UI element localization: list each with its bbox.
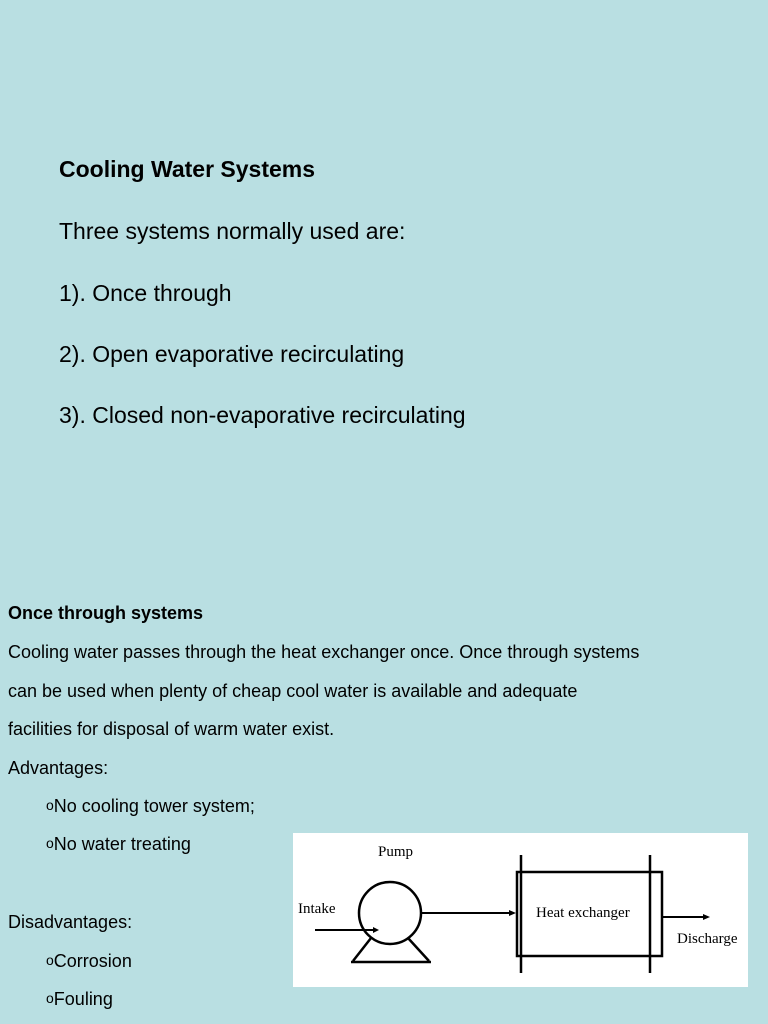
bullet-icon: o [46, 952, 54, 968]
list-item-label: Fouling [53, 989, 113, 1009]
advantages-label: Advantages: [8, 758, 109, 778]
list-item [46, 796, 255, 817]
intro-text: Three systems normally used are: [59, 218, 406, 244]
disadvantages-label: Disadvantages: [8, 912, 133, 932]
discharge-label: Discharge [677, 931, 738, 947]
discharge-arrow [662, 914, 710, 920]
once-through-diagram [293, 833, 748, 987]
bullet-icon: o [46, 835, 54, 851]
list-item: 2). Open evaporative recirculating [59, 341, 405, 367]
pump-to-exchanger-arrow [421, 910, 516, 916]
paragraph-line: can be used when plenty of cheap cool water is available and adequate [8, 681, 578, 701]
paragraph-line: facilities for disposal of warm water exist. [8, 719, 335, 739]
list-item [46, 951, 132, 972]
list-item-label: No cooling tower system; [53, 796, 255, 816]
bullet-icon: o [46, 990, 54, 1006]
section-title: Cooling Water Systems [59, 156, 316, 182]
heat-exchanger-label: Heat exchanger [536, 905, 630, 921]
list-item-label: Corrosion [53, 951, 132, 971]
list-item: 3). Closed non-evaporative recirculating [59, 402, 466, 428]
paragraph-line: Cooling water passes through the heat exchanger once. Once through systems [8, 642, 640, 662]
section-heading: Once through systems [8, 603, 204, 623]
list-item [46, 834, 191, 855]
list-item: 1). Once through [59, 280, 232, 306]
intake-label: Intake [298, 901, 336, 917]
pump-label: Pump [378, 844, 414, 860]
list-item [46, 989, 113, 1010]
pump-icon [351, 882, 431, 962]
bullet-icon: o [46, 797, 54, 813]
intake-arrow [315, 927, 379, 933]
list-item-label: No water treating [53, 834, 191, 854]
